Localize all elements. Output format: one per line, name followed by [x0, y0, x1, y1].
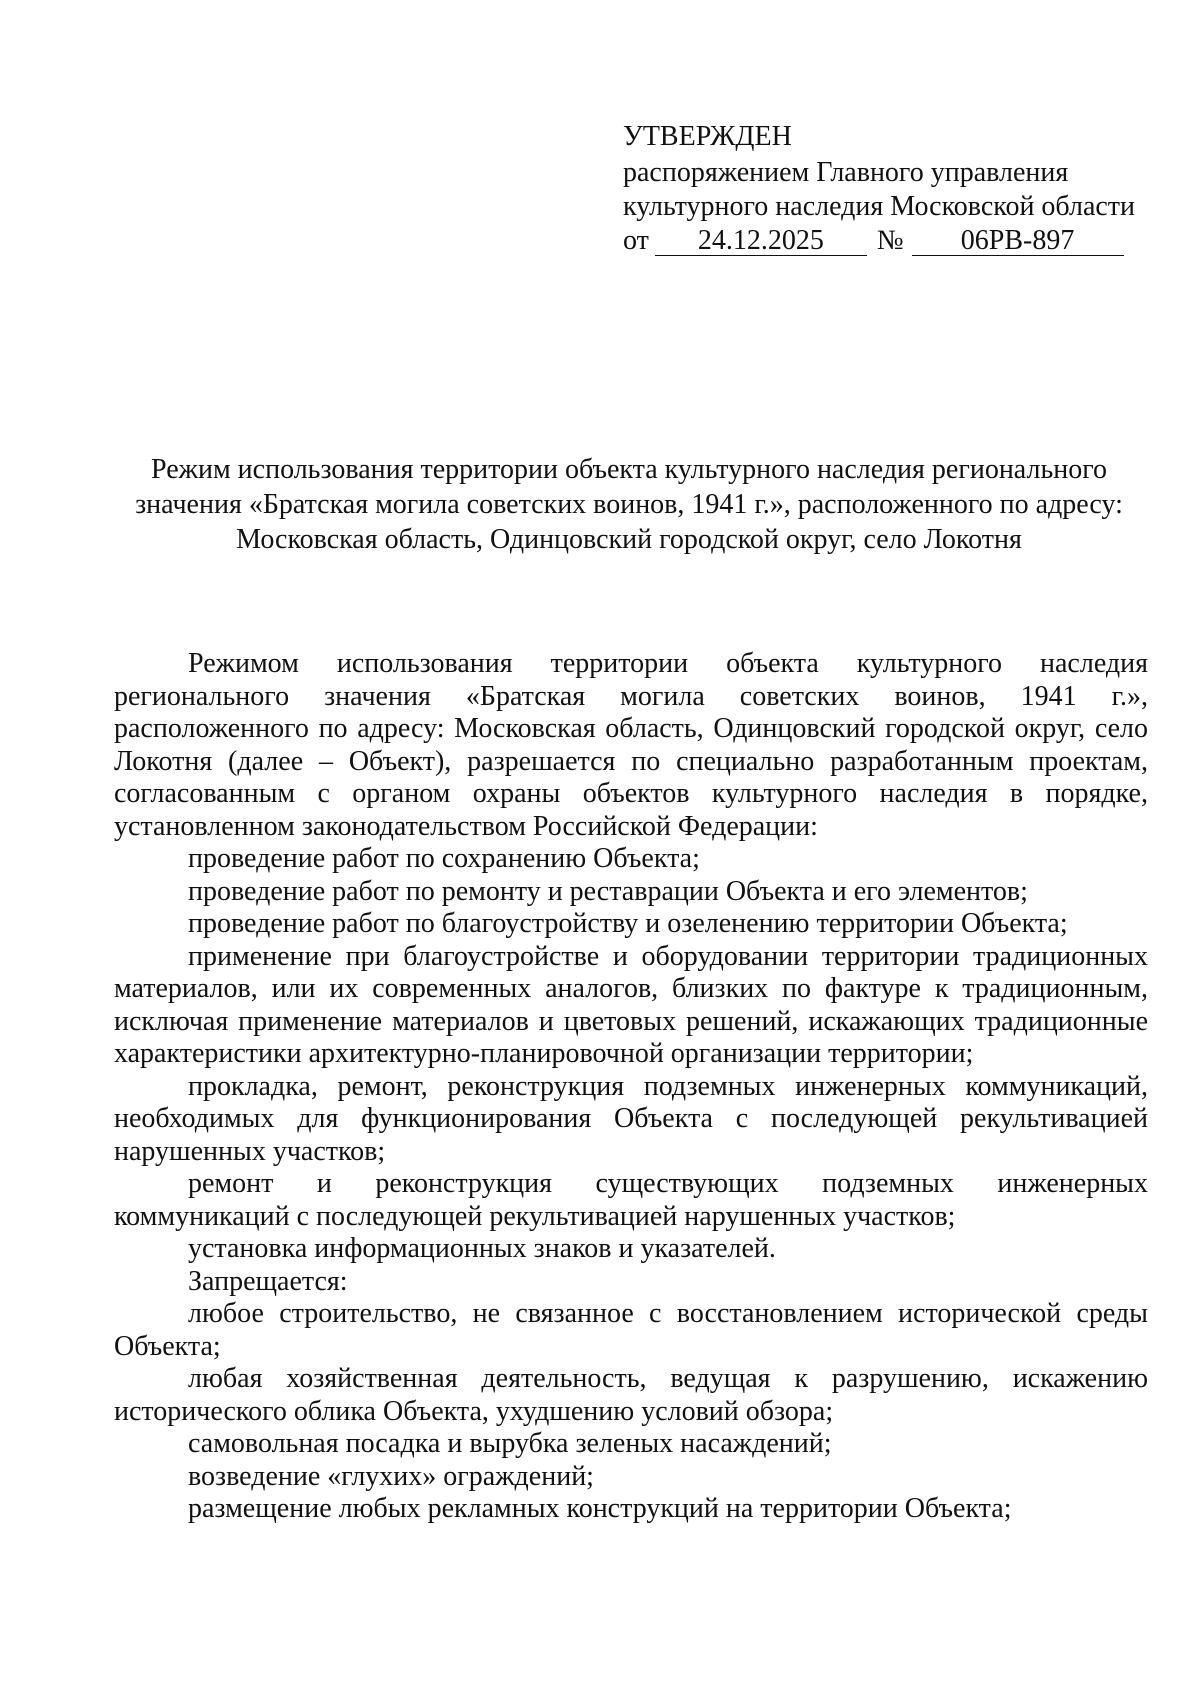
approval-number-value: 06РВ-897: [912, 227, 1124, 256]
approval-date-prefix: от: [623, 225, 649, 256]
approval-number-sign: №: [876, 225, 904, 256]
approval-date-row: [623, 224, 1143, 258]
title-line-3: Московская область, Одинцовский городской округ, село Локотня: [236, 524, 1022, 555]
approval-block: [623, 120, 1143, 258]
body-paragraph: установка информационных знаков и указателей.: [188, 1233, 776, 1264]
body-paragraph: возведение «глухих» ограждений;: [188, 1460, 594, 1492]
approval-line-2: культурного наследия Московской области: [623, 191, 1136, 222]
document-title: [110, 452, 1148, 557]
body-paragraph: проведение работ по ремонту и реставрации Объекта и его элементов;: [188, 875, 1028, 907]
body-paragraph: Режимом использования территории объекта культурного наследия регионального значения «Братская могила советских воинов, 1941 г.», расположенного по адресу: Московская область, Одинцовский городской округ, село Локотня (далее – Объект), разрешается по специально разработанным проектам, согласованным с органом охраны объектов культурного наследия в порядке, установленном законодательством Российской Федерации:: [114, 648, 1148, 842]
document-body: [114, 648, 1148, 1526]
title-line-1: Режим использования территории объекта культурного наследия регионального: [151, 454, 1107, 485]
approval-line-1: распоряжением Главного управления: [623, 157, 1069, 188]
body-paragraph: любая хозяйственная деятельность, ведущая к разрушению, искажению исторического облика Объекта, ухудшению условий обзора;: [114, 1363, 1148, 1427]
title-line-2: значения «Братская могила советских воинов, 1941 г.», расположенного по адресу:: [135, 489, 1123, 520]
body-paragraph: самовольная посадка и вырубка зеленых насаждений;: [188, 1428, 832, 1459]
body-paragraph: проведение работ по благоустройству и озеленению территории Объекта;: [188, 908, 1068, 939]
body-paragraph: ремонт и реконструкция существующих подземных инженерных коммуникаций с последующей рекультивацией нарушенных участков;: [114, 1168, 1148, 1232]
body-paragraph: Запрещается:: [188, 1265, 348, 1297]
body-paragraph: проведение работ по сохранению Объекта;: [188, 843, 700, 874]
body-paragraph: любое строительство, не связанное с восстановлением исторической среды Объекта;: [114, 1298, 1148, 1362]
approval-heading: УТВЕРЖДЕН: [623, 121, 792, 152]
body-paragraph: прокладка, ремонт, реконструкция подземных инженерных коммуникаций, необходимых для функционирования Объекта с последующей рекультивацией нарушенных участков;: [114, 1070, 1148, 1167]
body-paragraph: размещение любых рекламных конструкций на территории Объекта;: [188, 1493, 1012, 1524]
approval-date-value: 24.12.2025: [655, 227, 867, 256]
body-paragraph: применение при благоустройстве и оборудовании территории традиционных материалов, или их современных аналогов, близких по фактуре к традиционным, исключая применение материалов и цветовых решений, искажающих традиционные характеристики архитектурно-планировочной организации территории;: [114, 940, 1148, 1069]
